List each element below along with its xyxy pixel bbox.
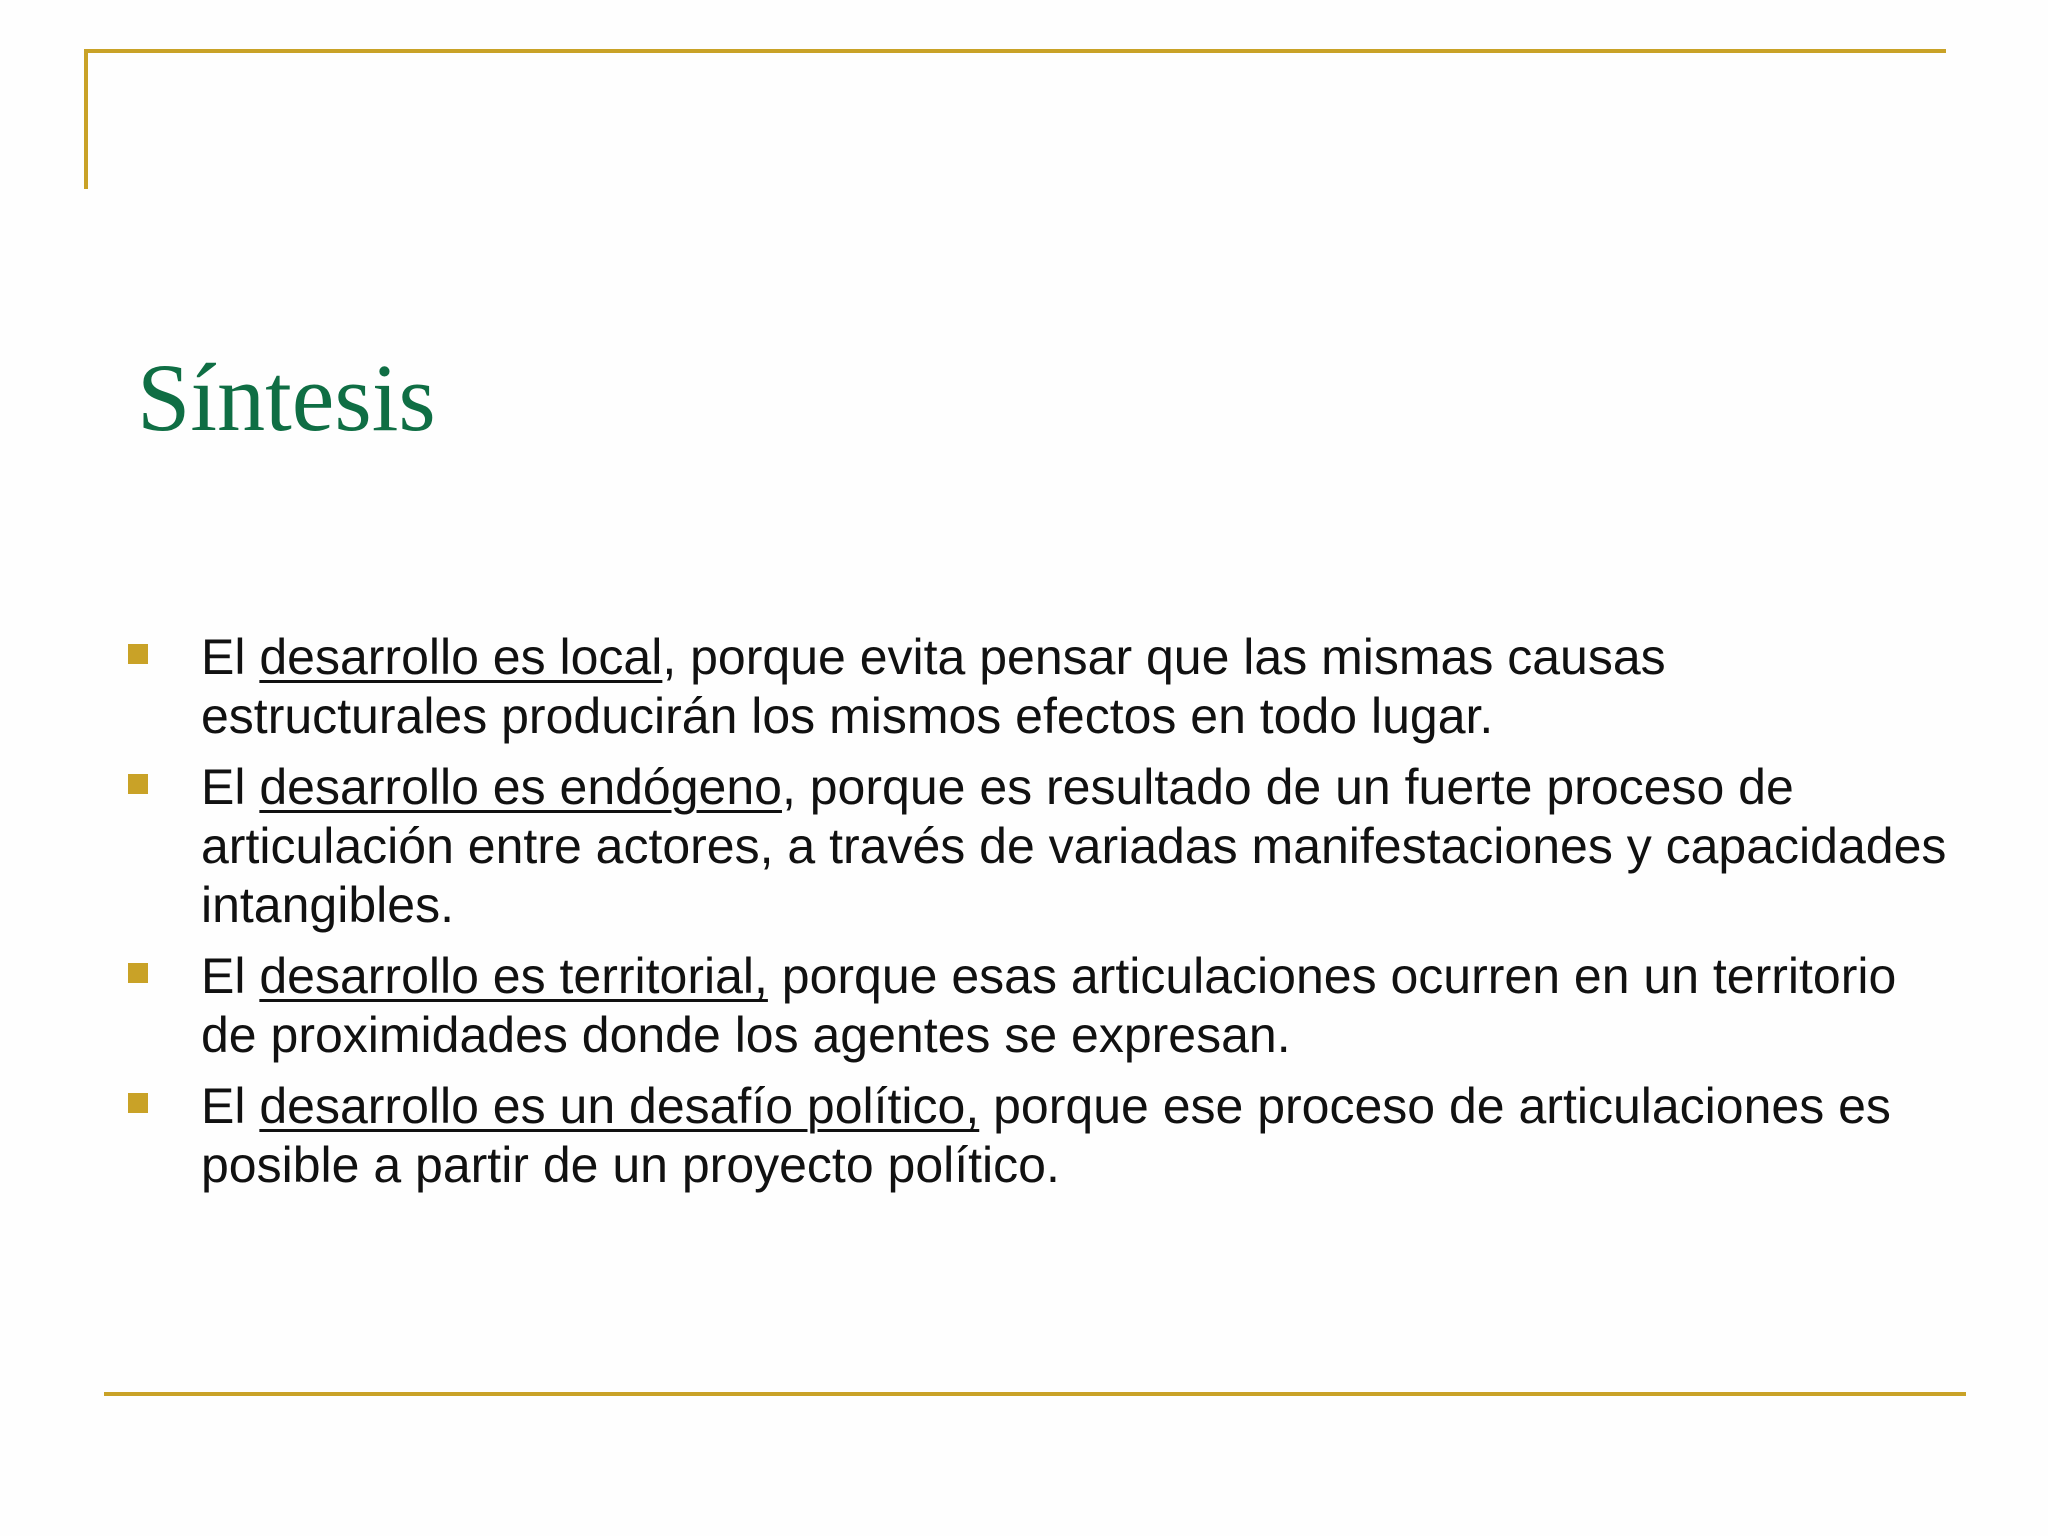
square-bullet-icon (128, 644, 148, 664)
left-rule (84, 49, 88, 189)
bullet-item (124, 628, 1964, 746)
bottom-rule (104, 1392, 1966, 1396)
bullet-prefix: El (201, 629, 260, 685)
top-rule (84, 49, 1946, 53)
bullet-item (124, 758, 1964, 935)
bullet-text: porque ese proceso de articulaciones es posible a partir de un proyecto político. (201, 1078, 1891, 1193)
square-bullet-icon (128, 1093, 148, 1113)
bullet-underlined-phrase: desarrollo es endógeno (259, 759, 782, 815)
bullet-list (124, 628, 1964, 1207)
bullet-item (124, 1077, 1964, 1195)
square-bullet-icon (128, 963, 148, 983)
slide-title: Síntesis (137, 344, 436, 451)
bullet-text: , porque es resultado de un fuerte proceso de articulación entre actores, a través de variadas manifestaciones y capacidades intangibles. (201, 759, 1947, 933)
bullet-prefix: El (201, 759, 260, 815)
bullet-prefix: El (201, 1078, 260, 1134)
bullet-text: , porque evita pensar que las mismas causas estructurales producirán los mismos efectos en todo lugar. (201, 629, 1666, 744)
square-bullet-icon (128, 774, 148, 794)
bullet-text: porque esas articulaciones ocurren en un territorio de proximidades donde los agentes se expresan. (201, 948, 1897, 1063)
bullet-underlined-phrase: desarrollo es territorial, (259, 948, 768, 1004)
bullet-underlined-phrase: desarrollo es local (259, 629, 663, 685)
bullet-underlined-phrase: desarrollo es un desafío político, (259, 1078, 980, 1134)
bullet-prefix: El (201, 948, 260, 1004)
bullet-item (124, 947, 1964, 1065)
